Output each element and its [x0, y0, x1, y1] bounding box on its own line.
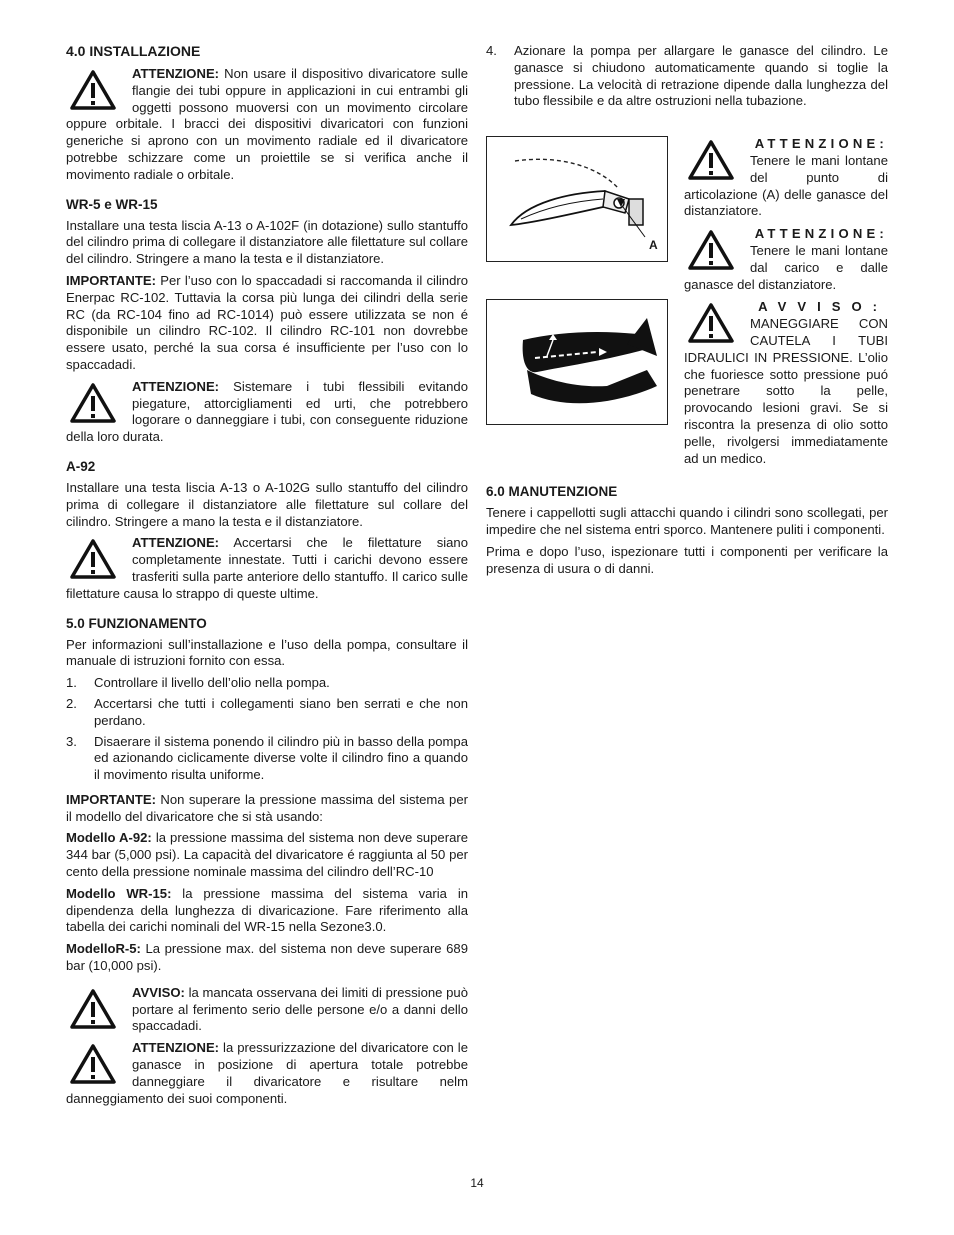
warning-text: la pressurizzazione del divaricatore con le ganasce in posizione di apertura totale potrebbe danneggiare il divaricatore e risultare nelm danneggiamento dei suoi componenti. — [66, 1040, 468, 1106]
step-text: Controllare il livello dell’olio nella pompa. — [94, 675, 330, 691]
warning-text: Sistemare i tubi flessibili evitando piegature, attorcigliamenti ed urti, che potrebbero logorare o danneggiare i tubi, con conseguente riduzione della loro durata. — [66, 378, 468, 445]
section-6-paragraph-2: Prima e dopo l’uso, ispezionare tutti i componenti per verificare la presenza di usura o di danni. — [486, 543, 888, 576]
model-label: Modello A-92: — [66, 830, 152, 846]
warning-label: ATTENZIONE: — [132, 535, 220, 551]
model-label: Modello WR-15: — [66, 885, 172, 901]
warning-text: Non usare il dispositivo divaricatore sulle flangie dei tubi oppure in applicazioni in cui entrambi gli oggetti possono muoversi con un movimento circolare oppure orbitale. I bracci dei dispositivi divaricatori con funzioni generiche si aprono con un movimento radiale ed il divaricatore potrebbe schizzare come un proiettile se si verifica anche il movimento radiale o orbitale. — [66, 66, 468, 182]
warning-icon — [684, 303, 740, 345]
warning-label-text: AVVISO: — [758, 299, 888, 315]
warning-label-text: ATTENZIONE: — [754, 136, 888, 152]
warning-text: Tenere le mani lontane dal carico e dalle ganasce del distanziatore. — [684, 242, 888, 292]
warning-text: MANEGGIARE CON CAUTELA I TUBI IDRAULICI IN PRESSIONE. L’olio che fuoriesce sotto pressione puó penetrare sotto la pelle, provocando lesioni gravi. Se si riscontra la presenza di olio sotto pelle, rivolgersi immediatamente ad un medico. — [684, 316, 888, 466]
model-wr15 — [66, 886, 468, 936]
important-label: IMPORTANTE: — [66, 791, 156, 807]
warning-icon — [66, 383, 122, 425]
warning-text: la mancata osservana dei limiti di pressione può portare al ferimento serio delle persone e/o a danni dello spaccadadi. — [132, 984, 468, 1034]
wr-title: WR-5 e WR-15 — [66, 196, 158, 212]
warning-block — [684, 299, 888, 467]
model-text: la pressione massima del sistema non deve superare 344 bar (5,000 psi). La capacità del divaricatore é raggiunta al 50 per cento della pressione nominale massima del cilindro dell’RC-10 — [66, 830, 468, 880]
step-number: 2. — [66, 695, 77, 711]
important-text: Non superare la pressione massima del sistema per il modello del divaricatore che si stà usando: — [66, 791, 468, 824]
wr-paragraph: Installare una testa liscia A-13 o A-102F (in dotazione) sullo stantuffo del cilindro prima di collegare il distanziatore alle filettature sul collare del cilindro. Stringere a mano la testa e il distanziatore. — [66, 217, 468, 267]
wr-important — [66, 273, 468, 374]
step-text: Accertarsi che tutti i collegamenti siano ben serrati e che non perdano. — [94, 695, 468, 728]
page-number: 14 — [470, 1176, 484, 1190]
warning-label: ATTENZIONE: — [132, 66, 220, 81]
left-column — [66, 43, 468, 1112]
important-text: Per l’uso con lo spaccadadi si raccomanda il cilindro Enerpac RC-102. Tuttavia la corsa più lunga dei cilindri della serie RC (da RC-104 fino ad RC-1014) può essere utilizzata se non é disponibile un cilindro RC-102. Il cilindro RC-101 non dovrebbe essere usato, perché la sua corsa é insufficiente per l’uso con lo spaccadadi. — [66, 272, 468, 372]
figure-row-2 — [486, 299, 888, 467]
model-text: la pressione massima del sistema varia in dipendenza della lunghezza di divaricazione. Fare riferimento alla tabella dei carichi nominali del WR-15 nella Sezone3.0. — [66, 885, 469, 935]
warning-icon — [66, 70, 122, 112]
warning-block — [684, 136, 888, 220]
warning-block — [66, 535, 468, 602]
steps-list — [66, 675, 468, 784]
step-item — [66, 675, 468, 692]
figure-row-1 — [486, 136, 888, 293]
step-item — [66, 734, 468, 784]
warning-block — [66, 1040, 468, 1107]
hose-figure — [486, 299, 668, 425]
section-6-paragraph-1: Tenere i cappellotti sugli attacchi quando i cilindri sono scollegati, per impedire che nel sistema entri sporco. Mantenere puliti i componenti. — [486, 505, 888, 538]
section-5-intro: Per informazioni sull’installazione e l’uso della pompa, consultare il manuale di istruzioni fornito con essa. — [66, 636, 468, 669]
warning-icon — [684, 230, 740, 272]
warning-icon — [66, 539, 122, 581]
section-4-title: 4.0 INSTALLAZIONE — [66, 43, 201, 59]
figure-label: A — [649, 238, 658, 253]
warning-text: Tenere le mani lontane del punto di articolazione (A) delle ganasce del distanziatore. — [684, 152, 888, 219]
hose-injury-illustration — [487, 300, 667, 424]
model-a92 — [66, 830, 468, 880]
step-item — [486, 43, 888, 110]
figure-warnings-1 — [684, 136, 888, 293]
spreader-illustration — [487, 137, 667, 261]
warning-label: ATTENZIONE: — [132, 378, 220, 394]
warning-block — [66, 66, 468, 184]
right-column — [486, 43, 888, 583]
warning-block — [66, 985, 468, 1035]
step-number: 3. — [66, 733, 77, 749]
a92-title: A-92 — [66, 458, 96, 474]
warning-label: AVVISO: — [132, 984, 185, 1000]
steps-list-continued — [486, 43, 888, 110]
model-label: ModelloR-5: — [66, 941, 141, 957]
warning-label: ATTENZIONE: — [132, 1040, 220, 1056]
step-item — [66, 696, 468, 730]
spreader-figure — [486, 136, 668, 262]
step-number: 1. — [66, 675, 77, 691]
section-6-title: 6.0 MANUTENZIONE — [486, 484, 618, 500]
warning-icon — [66, 1044, 122, 1086]
model-r5 — [66, 941, 468, 975]
step-number: 4. — [486, 43, 497, 58]
figure-warnings-2 — [684, 299, 888, 467]
s5-important — [66, 792, 468, 826]
warning-icon — [66, 989, 122, 1031]
step-text: Disaerare il sistema ponendo il cilindro più in basso della pompa ed azionando ciclicamente diverse volte il cilindro fino a quando il movimento risulta uniforme. — [94, 733, 468, 783]
step-text: Azionare la pompa per allargare le ganasce del cilindro. Le ganasce si chiudono automaticamente quando si toglie la pressione. La velocità di retrazione dipende dalla lunghezza del tubo flessibile e da altre ostruzioni nella tubazione. — [514, 43, 888, 109]
warning-block — [684, 226, 888, 293]
warning-label-text: ATTENZIONE: — [754, 226, 888, 242]
warning-icon — [684, 140, 740, 182]
warning-block — [66, 379, 468, 446]
model-text: La pressione max. del sistema non deve superare 689 bar (10,000 psi). — [66, 941, 468, 974]
warning-text: Accertarsi che le filettature siano completamente innestate. Tutti i carichi devono essere trasferiti sulla parte anteriore dello stantuffo. Il carico sulle filettature causa lo strappo di queste ultime. — [66, 535, 468, 601]
section-5-title: 5.0 FUNZIONAMENTO — [66, 615, 207, 631]
a92-paragraph: Installare una testa liscia A-13 o A-102G sullo stantuffo del cilindro prima di collegare il distanziatore alle filettature sul collare del cilindro. Stringere a mano la testa e il distanziatore. — [66, 479, 468, 529]
important-label: IMPORTANTE: — [66, 272, 156, 288]
